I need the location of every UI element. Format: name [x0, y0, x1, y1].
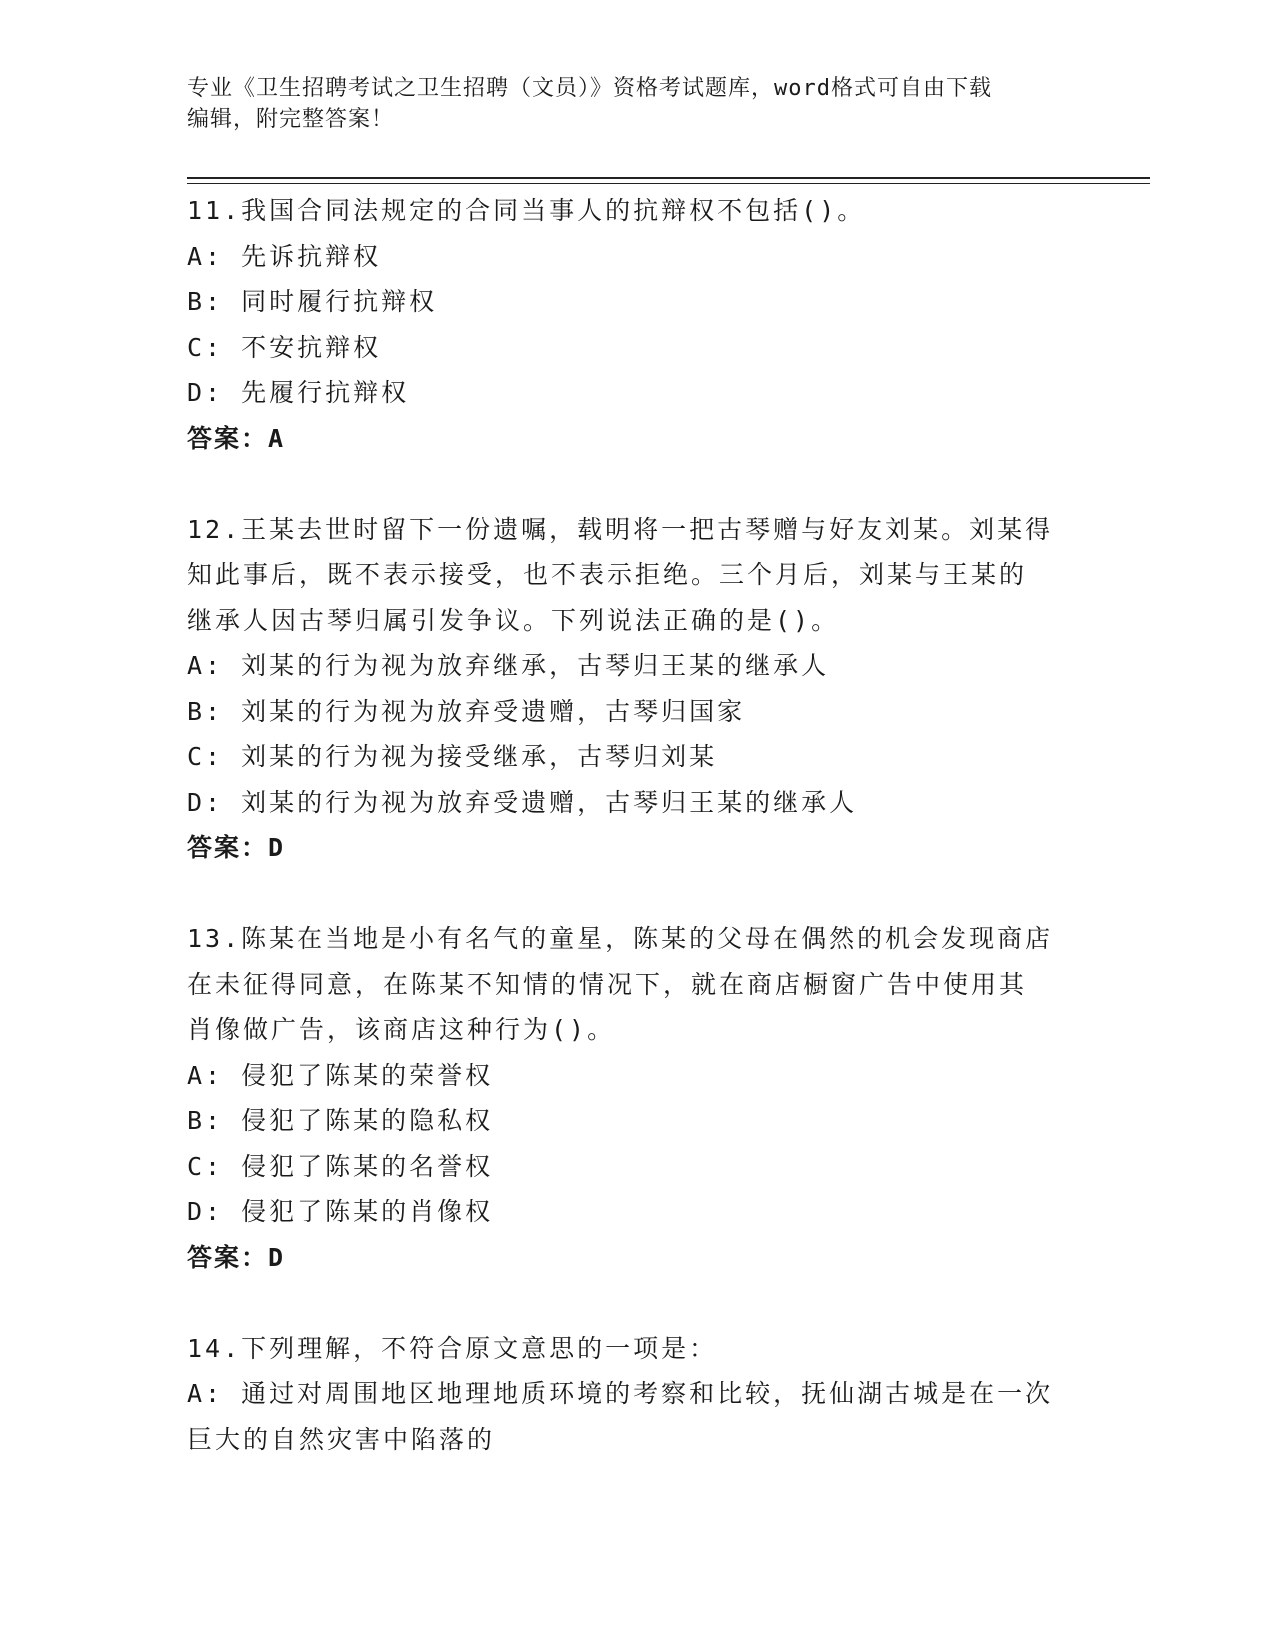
document-header	[187, 73, 1087, 135]
header-rule-top	[187, 177, 1150, 179]
option-b: B: 侵犯了陈某的隐私权	[187, 1106, 494, 1135]
question-spacer	[187, 871, 1087, 917]
option-a: A: 通过对周围地区地理地质环境的考察和比较，抚仙湖古城是在一次	[187, 1379, 1054, 1408]
question-11	[187, 188, 1087, 461]
question-stem-line: 11.我国合同法规定的合同当事人的抗辩权不包括()。	[187, 196, 866, 225]
option-d: D: 刘某的行为视为放弃受遗赠，古琴归王某的继承人	[187, 787, 858, 817]
question-14	[187, 1326, 1087, 1463]
question-list	[187, 188, 1087, 1462]
option-a: A: 侵犯了陈某的荣誉权	[187, 1060, 494, 1090]
question-stem-line: 知此事后，既不表示接受，也不表示拒绝。三个月后，刘某与王某的	[187, 560, 1028, 589]
question-spacer	[187, 461, 1087, 507]
option-d: D: 先履行抗辩权	[187, 378, 410, 407]
option-a-continued: 巨大的自然灾害中陷落的	[187, 1424, 496, 1454]
question-stem-line: 肖像做广告，该商店这种行为()。	[187, 1015, 616, 1044]
option-a: A: 先诉抗辩权	[187, 241, 382, 271]
question-stem-line: 14.下列理解，不符合原文意思的一项是：	[187, 1333, 718, 1363]
question-stem-line: 继承人因古琴归属引发争议。下列说法正确的是()。	[187, 605, 840, 635]
option-c: C: 侵犯了陈某的名誉权	[187, 1151, 494, 1181]
question-spacer	[187, 1280, 1087, 1326]
option-c: C: 刘某的行为视为接受继承，古琴归刘某	[187, 742, 718, 771]
option-d: D: 侵犯了陈某的肖像权	[187, 1197, 494, 1226]
answer-line: 答案：D	[187, 833, 286, 862]
question-13	[187, 916, 1087, 1280]
header-line-2: 编辑，附完整答案！	[187, 107, 395, 132]
answer-line: 答案：A	[187, 423, 286, 453]
option-b: B: 同时履行抗辩权	[187, 287, 438, 316]
question-stem-line: 13.陈某在当地是小有名气的童星，陈某的父母在偶然的机会发现商店	[187, 924, 1054, 953]
question-12	[187, 507, 1087, 871]
question-stem-line: 12.王某去世时留下一份遗嘱，载明将一把古琴赠与好友刘某。刘某得	[187, 514, 1054, 544]
question-stem-line: 在未征得同意，在陈某不知情的情况下，就在商店橱窗广告中使用其	[187, 969, 1028, 999]
header-rule-bottom	[187, 183, 1150, 184]
option-b: B: 刘某的行为视为放弃受遗赠，古琴归国家	[187, 696, 746, 726]
option-c: C: 不安抗辩权	[187, 332, 382, 362]
answer-line: 答案：D	[187, 1242, 286, 1272]
header-line-1: 专业《卫生招聘考试之卫生招聘（文员）》资格考试题库，word格式可自由下载	[187, 76, 992, 101]
option-a: A: 刘某的行为视为放弃继承，古琴归王某的继承人	[187, 651, 830, 680]
